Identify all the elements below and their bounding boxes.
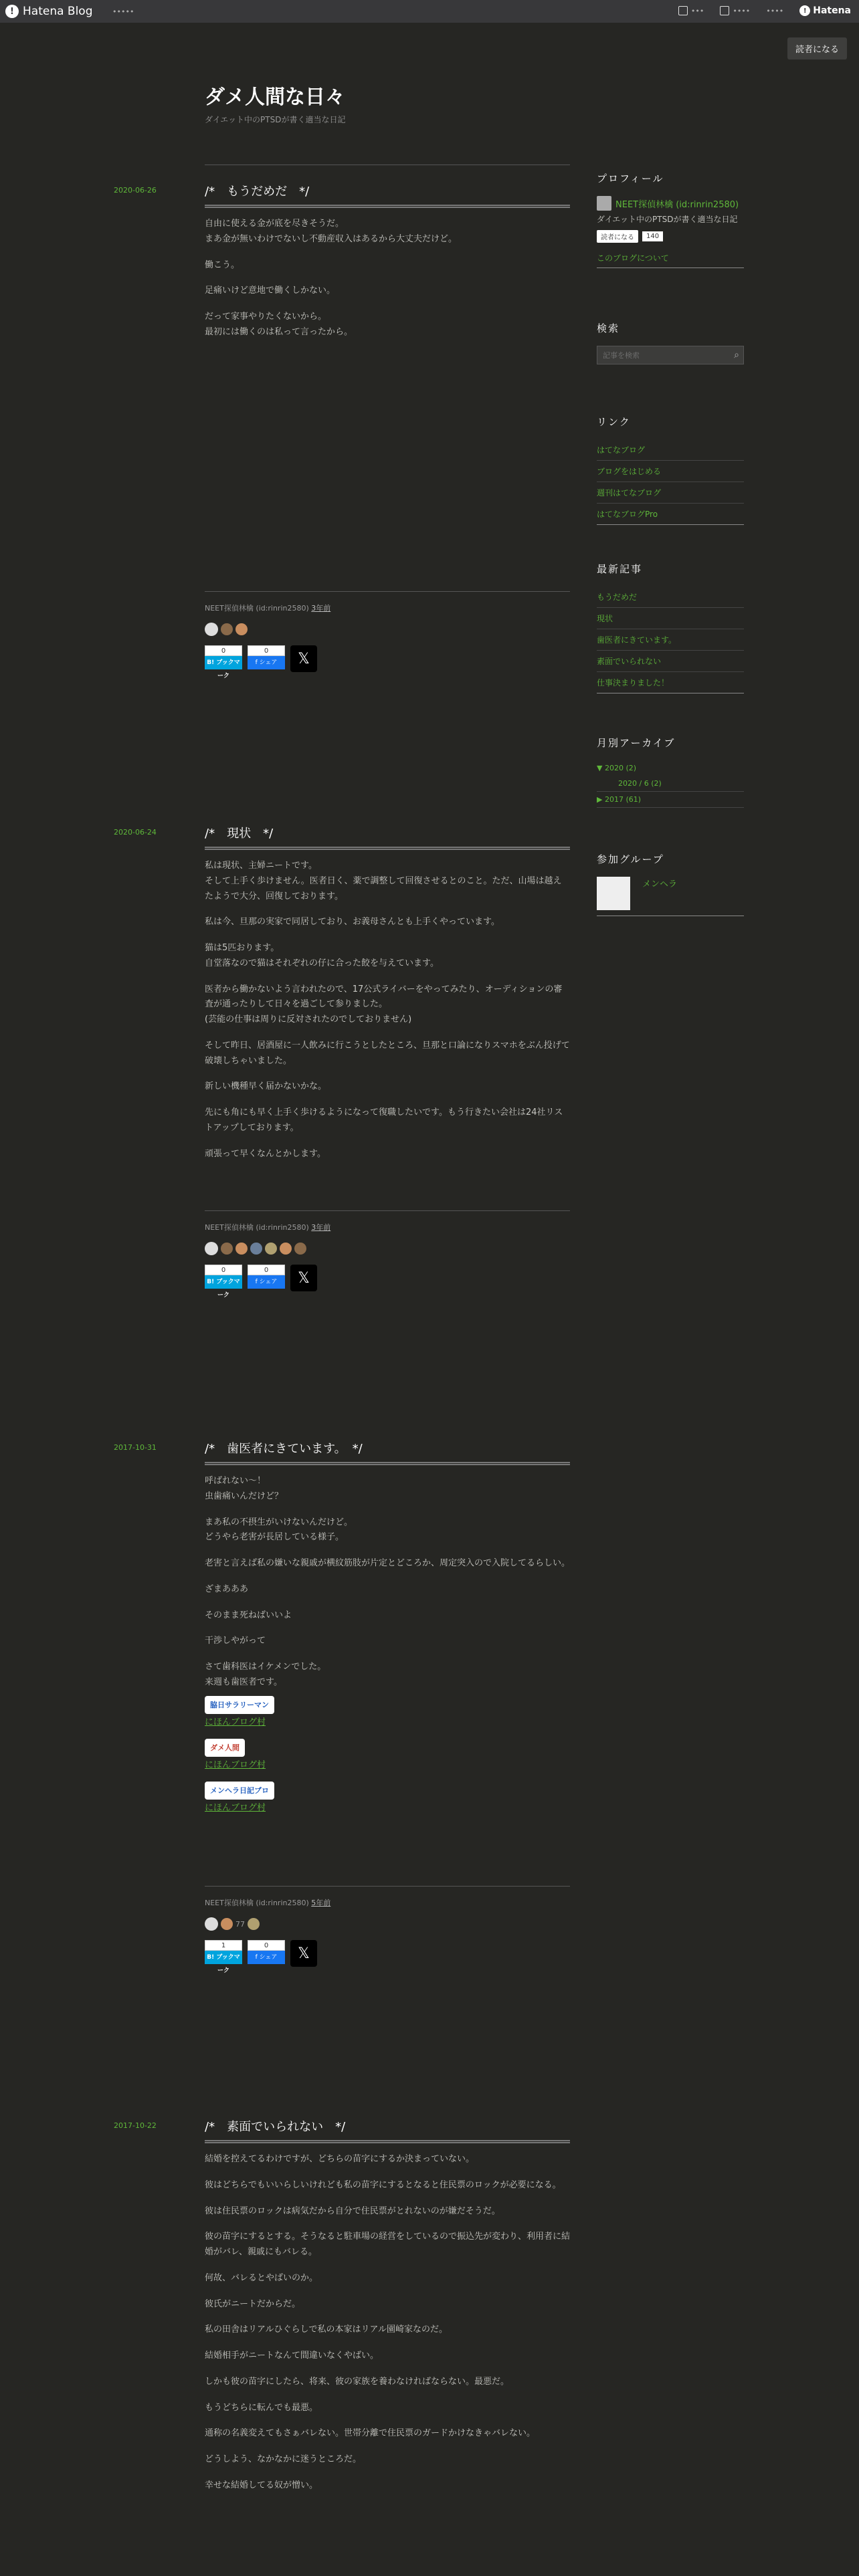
profile-avatar[interactable] <box>597 196 611 211</box>
paragraph: 老害と言えば私の嫌いな親戚が横紋筋肢が片定とどころか、周定突入ので入院してるらしい。 <box>205 1558 571 1568</box>
paragraph: 働こう。 <box>205 259 240 270</box>
star-avatar[interactable] <box>221 623 233 635</box>
author-name[interactable]: NEET探偵林檎 (id:rinrin2580) <box>205 1899 309 1907</box>
article-footer <box>205 1210 570 1299</box>
search-title: 検索 <box>597 322 620 334</box>
paragraph: 先にも角にも早く上手く歩けるようになって復職したいです。もう行きたい会社は24社リストアップしております。 <box>205 1107 563 1133</box>
blog-title[interactable]: ダメ人間な日々 <box>205 86 345 109</box>
recent-entry-link[interactable]: 仕事決まりました！ <box>597 678 670 687</box>
paragraph: 猫は5匹おります。 自堂落なので猫はそれぞれの仔に合った餃を与えています。 <box>205 943 439 968</box>
paragraph: 干渉しやがって <box>205 1636 266 1646</box>
links-title: リンク <box>597 416 631 428</box>
paragraph: 足痛いけど意地で働くしかない。 <box>205 286 336 296</box>
sidebar-link[interactable]: はてなブログ <box>597 445 646 455</box>
paragraph: ざまあああ <box>205 1584 249 1594</box>
add-star-icon[interactable] <box>205 1242 218 1255</box>
x-share-icon[interactable]: 𝕏 <box>290 1265 317 1291</box>
paragraph: どうしよう、なかなかに迷うところだ。 <box>205 2454 362 2464</box>
article-body <box>205 1474 570 1823</box>
star-avatar[interactable] <box>248 1918 260 1930</box>
article-footer <box>205 1886 570 1974</box>
topbar-write-button[interactable]: ••• <box>678 6 704 15</box>
group-link[interactable]: メンヘラ <box>642 879 678 889</box>
paragraph: 結婚を控えてるわけですが、どちらの苗字にするか決まっていない。 <box>205 2154 475 2164</box>
sidebar-recent <box>597 562 744 693</box>
star-avatar[interactable] <box>265 1243 277 1255</box>
star-area <box>205 1242 570 1255</box>
paragraph: 私の田舎はリアルひぐらしで私の本家はリアル園崎家なのだ。 <box>205 2325 448 2335</box>
article-body <box>205 217 570 351</box>
sidebar-profile <box>597 171 744 268</box>
sidebar-link[interactable]: ブログをはじめる <box>597 467 662 476</box>
star-avatar[interactable] <box>235 623 248 635</box>
archive-title: 月別アーカイブ <box>597 737 676 749</box>
paragraph: 医者から働かないよう言われたので、17公式ライバーをやってみたり、オーディションの審査が通ったりして日々を過ごして参りました。 (芸能の仕事は周りに反対されたのでしておりません) <box>205 984 563 1025</box>
paragraph: 新しい機種早く届かないかな。 <box>205 1081 327 1092</box>
share-buttons <box>205 1940 570 1974</box>
pencil-icon <box>678 6 688 15</box>
ranking-link[interactable]: にほんブログ村 <box>205 1759 266 1770</box>
star-avatar[interactable] <box>250 1243 262 1255</box>
ranking-link[interactable]: にほんブログ村 <box>205 1802 266 1813</box>
paragraph: しかも彼の苗字にしたら、将来、彼の家族を養わなければならない。最悪だ。 <box>205 2376 510 2387</box>
star-avatar[interactable] <box>221 1918 233 1930</box>
paragraph: 自由に使える金が底を尽きそうだ。 まあ金が無いわけでないし不動産収入はあるから大丈夫だけど。 <box>205 219 458 244</box>
search-input[interactable] <box>597 346 725 364</box>
follow-button[interactable]: 読者になる <box>597 230 638 243</box>
article-title[interactable]: /* 素面でいられない */ <box>205 2117 570 2143</box>
sidebar-groups <box>597 852 744 916</box>
paragraph: 頑張って早くなんとかします。 <box>205 1148 326 1159</box>
sidebar-search <box>597 321 744 364</box>
add-star-icon[interactable] <box>205 623 218 636</box>
x-share-icon[interactable]: 𝕏 <box>290 1940 317 1967</box>
topbar-reader-button[interactable]: •••• <box>766 6 784 15</box>
facebook-share-button[interactable]: 0 f シェア <box>248 1265 285 1289</box>
hatena-logo-icon: ! <box>5 5 19 18</box>
hatena-icon: ! <box>799 5 810 16</box>
ranking-link[interactable]: にほんブログ村 <box>205 1717 266 1727</box>
star-avatar[interactable] <box>294 1243 306 1255</box>
author-name[interactable]: NEET探偵林檎 (id:rinrin2580) <box>205 1223 309 1232</box>
archive-year-2020[interactable]: ▼ 2020 (2) <box>597 764 637 772</box>
topbar-menu[interactable]: ••••• <box>112 7 134 16</box>
archive-month[interactable]: 2020 / 6 (2) <box>597 776 744 792</box>
logo-text: Hatena Blog <box>23 5 93 18</box>
article-date[interactable]: 2020-06-24 <box>114 828 157 837</box>
star-area <box>205 623 570 636</box>
ranking-banner[interactable]: 脇日サラリーマン <box>205 1696 274 1714</box>
post-time[interactable]: 3年前 <box>311 1223 331 1232</box>
paragraph: 彼は住民票のロックは病気だから自分で住民票がとれないのが嫌だそうだ。 <box>205 2206 500 2216</box>
group-title: 参加グループ <box>597 853 664 865</box>
article-date[interactable]: 2017-10-22 <box>114 2121 157 2130</box>
x-share-icon[interactable]: 𝕏 <box>290 645 317 672</box>
profile-name-link[interactable]: NEET探偵林檎 (id:rinrin2580) <box>615 199 739 210</box>
article-date[interactable]: 2020-06-26 <box>114 186 157 195</box>
paragraph: 幸せな結婚してる奴が憎い。 <box>205 2480 318 2490</box>
recent-entry-link[interactable]: もうだめだ <box>597 593 638 602</box>
paragraph: そのまま死ねばいいよ <box>205 1610 292 1620</box>
paragraph: 私は今、旦那の実家で同居しており、お義母さんとも上手くやっています。 <box>205 917 500 928</box>
paragraph: だって家事やりたくないから。 最初には働くのは私って言ったから。 <box>205 312 353 337</box>
search-icon[interactable]: ⌕ <box>734 350 739 360</box>
star-avatar[interactable] <box>280 1243 292 1255</box>
hatena-bookmark-button[interactable]: 0 B! ブックマーク <box>205 1265 242 1289</box>
recent-title: 最新記事 <box>597 563 643 575</box>
top-bar <box>0 0 859 23</box>
ranking-banner[interactable]: ダメ人間 <box>205 1739 245 1757</box>
article-title[interactable]: /* 歯医者にきています。 */ <box>205 1439 570 1465</box>
article-footer <box>205 591 570 679</box>
hatena-bookmark-button[interactable]: 0 B! ブックマーク <box>205 645 242 669</box>
sidebar-links <box>597 415 744 525</box>
recent-entry-link[interactable]: 素面でいられない <box>597 657 662 666</box>
add-star-icon[interactable] <box>205 1917 218 1931</box>
recent-entry-link[interactable]: 歯医者にきています。 <box>597 635 677 645</box>
paragraph: 彼氏がニートだからだ。 <box>205 2298 301 2309</box>
sidebar-link[interactable]: はてなブログPro <box>597 510 658 519</box>
archive-year-2017[interactable]: ▶ 2017 (61) <box>597 792 744 808</box>
follower-count[interactable]: 140 <box>642 231 663 241</box>
blog-icon <box>720 6 729 15</box>
paragraph: 呼ばれない〜！ 虫歯痛いんだけど？ <box>205 1476 284 1501</box>
sidebar-archive <box>597 736 744 808</box>
hatena-bookmark-button[interactable]: 1 B! ブックマーク <box>205 1940 242 1964</box>
sidebar-link[interactable]: 週刊はてなブログ <box>597 488 662 498</box>
post-time[interactable]: 3年前 <box>311 604 331 613</box>
article-title[interactable]: /* もうだめだ */ <box>205 182 570 208</box>
author-name[interactable]: NEET探偵林檎 (id:rinrin2580) <box>205 604 309 613</box>
group-image[interactable] <box>597 877 630 910</box>
paragraph: 結婚相手がニートなんて間違いなくやばい。 <box>205 2351 379 2361</box>
hatena-blog-logo[interactable] <box>5 5 93 18</box>
star-count[interactable]: 77 <box>235 1919 245 1929</box>
facebook-share-button[interactable]: 0 f シェア <box>248 1940 285 1964</box>
paragraph: 何故、バレるとやばいのか。 <box>205 2272 318 2283</box>
article-body <box>205 859 570 1172</box>
recent-entry-link[interactable]: 現状 <box>597 614 613 623</box>
profile-title: プロフィール <box>597 173 664 185</box>
share-buttons <box>205 645 570 679</box>
paragraph: 私は現状、主婦ニートです。 そして上手く歩けません。医者日く、薬で調整して回復させるとのこと。ただ、山場は越えたようで大分、回復しております。 <box>205 861 562 901</box>
about-blog-link[interactable]: このブログについて <box>597 252 744 268</box>
paragraph: 彼はどちらでもいいらしいけれども私の苗字にするとなると住民票のロックが必要になる。 <box>205 2179 561 2190</box>
ranking-banner[interactable]: メンヘラ日記ブロ <box>205 1782 274 1800</box>
star-avatar[interactable] <box>235 1243 248 1255</box>
star-area <box>205 1917 570 1931</box>
blog-description: ダイエット中のPTSDが書く適当な日記 <box>205 115 346 124</box>
paragraph: 彼の苗字にするとする。そうなると駐車場の経営をしているので振込先が変わり、利用者に結婚がバレ、親戚にもバレる。 <box>205 2232 571 2257</box>
paragraph: もうどちらに転んでも最悪。 <box>205 2402 318 2413</box>
share-buttons <box>205 1265 570 1299</box>
paragraph: 通称の名義変えてもさぁバレない。世帯分離で住民票のガードかけなきゃバレない。 <box>205 2428 536 2439</box>
article-body <box>205 2152 570 2504</box>
subscribe-button[interactable]: 読者になる <box>787 37 847 60</box>
paragraph: さて歯科医はイケメンでした。 来週も歯医者です。 <box>205 1662 326 1687</box>
star-avatar[interactable] <box>221 1243 233 1255</box>
topbar-blog-button[interactable]: •••• <box>720 6 750 15</box>
facebook-share-button[interactable]: 0 f シェア <box>248 645 285 669</box>
paragraph: まあ私の不摂生がいけないんだけど。 どうやら老害が長居している様子。 <box>205 1517 353 1543</box>
article-title[interactable]: /* 現状 */ <box>205 824 570 850</box>
hatena-brand[interactable]: ! Hatena <box>799 5 851 16</box>
profile-description: ダイエット中のPTSDが書く適当な日記 <box>597 215 738 224</box>
post-time[interactable]: 5年前 <box>311 1899 331 1907</box>
article-date[interactable]: 2017-10-31 <box>114 1443 157 1452</box>
paragraph: そして昨日、居酒屋に一人飲みに行こうとしたところ、旦那と口論になりスマホをぶん投げて破壊しちゃいました。 <box>205 1040 570 1066</box>
